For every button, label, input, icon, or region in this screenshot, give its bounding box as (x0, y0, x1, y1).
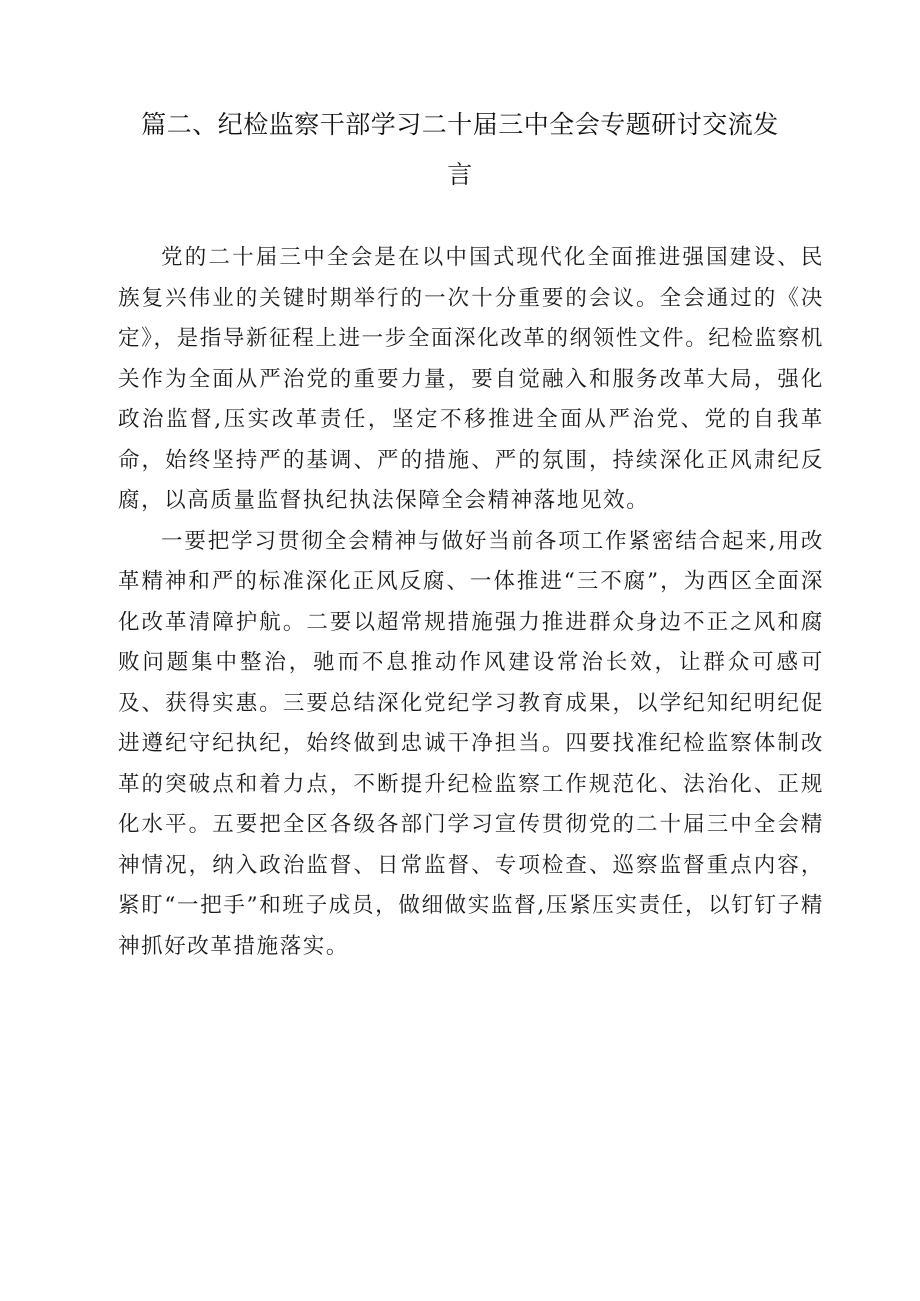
document-title: 篇二、纪检监察干部学习二十届三中全会专题研讨交流发言 (141, 110, 779, 189)
document-body (118, 238, 824, 967)
paragraph-2: 一要把学习贯彻全会精神与做好当前各项工作紧密结合起来,用改革精神和严的标准深化正风反腐、一体推进“三不腐”，为西区全面深化改革清障护航。二要以超常规措施强力推进群众身边不正之风和腐败问题集中整治，驰而不息推动作风建设常治长效，让群众可感可及、获得实惠。三要总结深化党纪学习教育成果，以学纪知纪明纪促进遵纪守纪执纪，始终做到忠诚干净担当。四要找准纪检监察体制改革的突破点和着力点，不断提升纪检监察工作规范化、法治化、正规化水平。五要把全区各级各部门学习宣传贯彻党的二十届三中全会精神情况，纳入政治监督、日常监督、专项检查、巡察监督重点内容，紧盯“一把手”和班子成员，做细做实监督,压紧压实责任，以钉钉子精神抓好改革措施落实。 (118, 528, 824, 959)
paragraph-1: 党的二十届三中全会是在以中国式现代化全面推进强国建设、民族复兴伟业的关键时期举行的一次十分重要的会议。全会通过的《决定》，是指导新征程上进一步全面深化改革的纲领性文件。纪检监察机关作为全面从严治党的重要力量，要自觉融入和服务改革大局，强化政治监督,压实改革责任，坚定不移推进全面从严治党、党的自我革命，始终坚持严的基调、严的措施、严的氛围，持续深化正风肃纪反腐，以高质量监督执纪执法保障全会精神落地见效。 (118, 245, 824, 513)
